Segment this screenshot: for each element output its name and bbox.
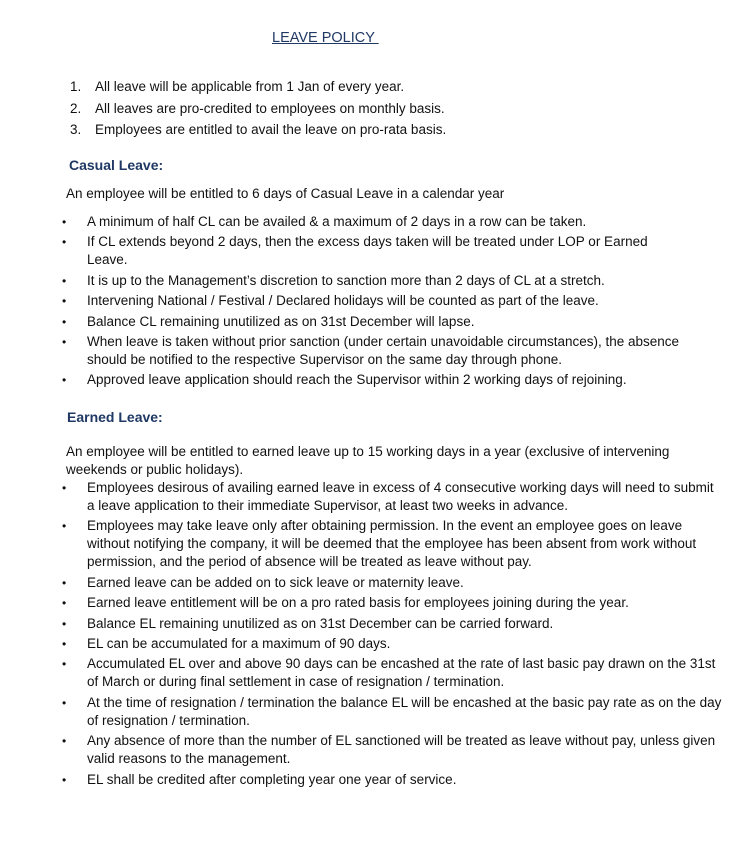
rule-number: 3. <box>70 122 82 137</box>
casual-leave-heading: Casual Leave: <box>69 157 164 173</box>
bullet-icon: • <box>62 334 67 349</box>
bullet-icon: • <box>62 215 67 229</box>
list-item-text: If CL extends beyond 2 days, then the excess days taken will be treated under LOP or Earned Leave. <box>87 234 648 268</box>
casual-leave-list <box>62 213 722 392</box>
general-rules-list <box>70 78 446 143</box>
bullet-icon: • <box>62 657 67 672</box>
list-item <box>62 292 722 310</box>
list-item-text: Employees may take leave only after obtaining permission. In the event an employee goes on leave without notifying the company, it will be deemed that the employee has been absent from work without permission, and the period of absence will be treated as leave without pay. <box>87 518 697 570</box>
list-item <box>62 574 722 592</box>
list-item <box>62 272 722 290</box>
list-item-text: Earned leave can be added on to sick leave or maternity leave. <box>87 574 464 590</box>
list-item <box>62 771 722 789</box>
list-item <box>62 479 722 515</box>
bullet-icon: • <box>62 481 67 495</box>
earned-leave-list <box>62 479 722 791</box>
list-item <box>62 313 722 331</box>
rule-text: All leave will be applicable from 1 Jan of every year. <box>95 79 405 94</box>
bullet-icon: • <box>62 373 67 388</box>
list-item-text: It is up to the Management’s discretion to sanction more than 2 days of CL at a stretch. <box>87 272 605 288</box>
list-item <box>62 333 722 369</box>
list-item-text: Earned leave entitlement will be on a pro rated basis for employees joining during the year. <box>87 595 629 611</box>
rule-text: All leaves are pro-credited to employees on monthly basis. <box>95 100 445 116</box>
bullet-icon: • <box>62 734 67 749</box>
list-item-text: Intervening National / Festival / Declared holidays will be counted as part of the leave. <box>87 293 599 309</box>
list-item-text: EL shall be credited after completing year one year of service. <box>87 771 457 787</box>
list-item <box>62 213 722 231</box>
list-item <box>62 655 722 691</box>
list-item-text: Approved leave application should reach the Supervisor within 2 working days of rejoining. <box>87 372 627 388</box>
general-rule-item <box>70 100 446 122</box>
list-item-text: Any absence of more than the number of EL sanctioned will be treated as leave without pay, unless given valid reasons to the management. <box>87 733 716 767</box>
list-item-text: Employees desirous of availing earned leave in excess of 4 consecutive working days will need to submit a leave application to their immediate Supervisor, at least two weeks in advance. <box>87 480 714 513</box>
list-item <box>62 233 722 269</box>
earned-leave-heading: Earned Leave: <box>67 409 163 425</box>
earned-leave-intro: An employee will be entitled to earned leave up to 15 working days in a year (exclusive of intervening weekends or public holidays). <box>66 444 670 477</box>
bullet-icon: • <box>62 596 67 611</box>
list-item <box>62 732 722 768</box>
general-rule-item <box>70 78 446 100</box>
casual-leave-intro: An employee will be entitled to 6 days of Casual Leave in a calendar year <box>66 186 505 201</box>
list-item <box>62 371 722 389</box>
bullet-icon: • <box>62 772 67 787</box>
list-item-text: Balance CL remaining unutilized as on 31st December will lapse. <box>87 313 475 329</box>
bullet-icon: • <box>62 636 67 651</box>
list-item <box>62 594 722 612</box>
rule-text: Employees are entitled to avail the leave on pro-rata basis. <box>95 122 447 137</box>
bullet-icon: • <box>62 575 67 590</box>
rule-number: 2. <box>70 100 82 116</box>
bullet-icon: • <box>62 273 67 288</box>
list-item-text: A minimum of half CL can be availed & a maximum of 2 days in a row can be taken. <box>87 214 587 229</box>
list-item <box>62 615 722 633</box>
bullet-icon: • <box>62 695 67 710</box>
bullet-icon: • <box>62 235 67 250</box>
bullet-icon: • <box>62 314 67 329</box>
list-item <box>62 517 722 571</box>
list-item-text: Accumulated EL over and above 90 days can be encashed at the rate of last basic pay drawn on the 31st of March or during final settlement in case of resignation / termination. <box>87 656 716 690</box>
list-item <box>62 635 722 653</box>
bullet-icon: • <box>62 294 67 309</box>
bullet-icon: • <box>62 616 67 631</box>
general-rule-item <box>70 121 446 143</box>
list-item-text: EL can be accumulated for a maximum of 90 days. <box>87 635 391 651</box>
list-item-text: Balance EL remaining unutilized as on 31st December can be carried forward. <box>87 615 554 631</box>
list-item-text: At the time of resignation / termination the balance EL will be encashed at the basic pay rate as on the day of resignation / termination. <box>87 694 722 728</box>
list-item-text: When leave is taken without prior sanction (under certain unavoidable circumstances), the absence should be notified to the respective Supervisor on the same day through phone. <box>87 333 680 367</box>
list-item <box>62 694 722 730</box>
bullet-icon: • <box>62 519 67 534</box>
document-title: LEAVE POLICY <box>272 30 379 46</box>
rule-number: 1. <box>70 79 82 94</box>
